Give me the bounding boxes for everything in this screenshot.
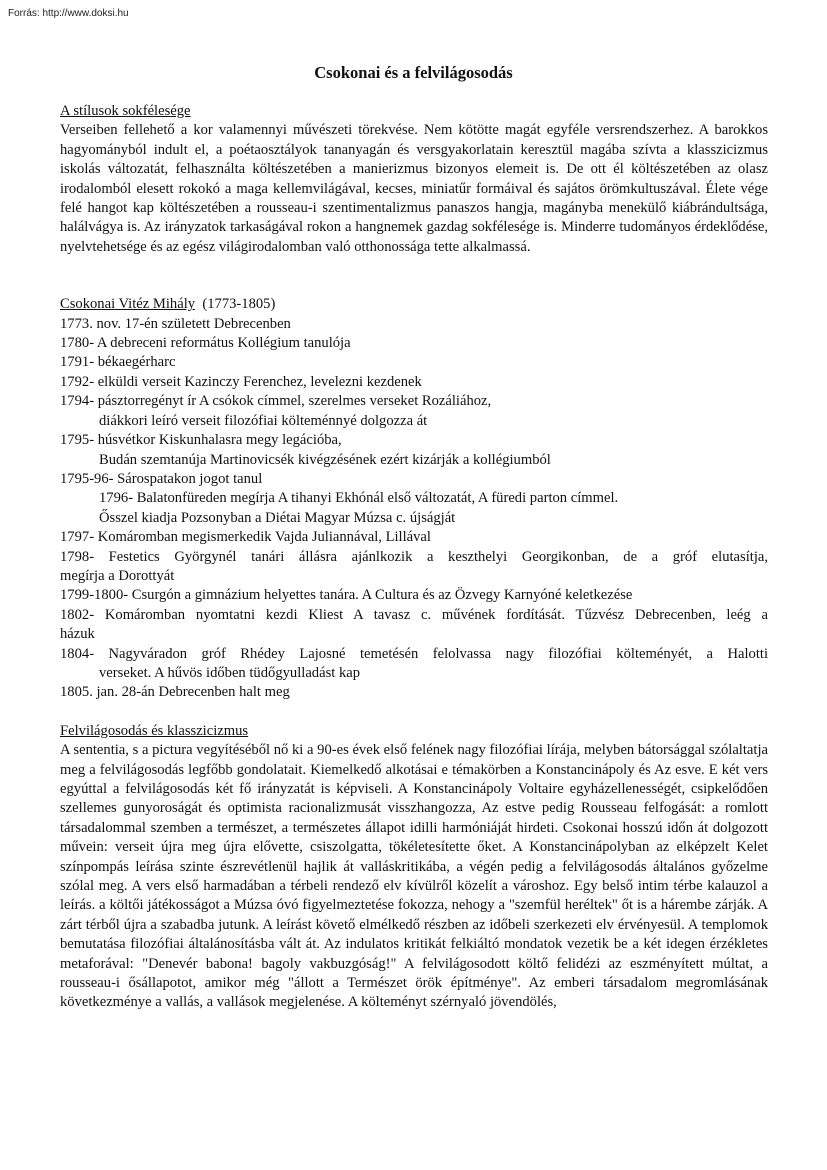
section-heading-biography: Csokonai Vitéz Mihály [60, 296, 196, 313]
section-biography [60, 295, 768, 703]
timeline-line: Budán szemtanúja Martinovicsék kivégzésének ezért kizárják a kollégiumból [99, 451, 551, 468]
section-enlightenment [60, 722, 768, 1013]
timeline-line: verseket. A hűvös időben tüdőgyulladást kap [99, 664, 361, 681]
paragraph-styles: Verseiben fellehető a kor valamennyi művészeti törekvése. Nem kötötte magát egyféle versrendszerhez. A barokkos hagyományból indult el, a poétaosztályok tananyagán és versgyakorlatain keresztül magába szívta a klasszicizmus iskolás változatát, felhasználta költészetében a manierizmus bizonyos elemeit is. De ott él költészetében az olasz irodalomból elesett rokokó a maga kellemvilágával, kecses, miniatűr formáival és sajátos örömkultuszával. Élete vége felé hangot kap költészetében a rousseau-i szentimentalizmus panaszos hangja, magányba menekülő kiábrándultsága, halálvágya is. Az irányzatok tarkaságával rokon a hangnemek gazdag sokfélesége is. Minderre tudományos érdeklődése, nyelvtehetsége és az egész világirodalomban való otthonossága tette alkalmassá. [60, 122, 768, 255]
timeline-line: 1796- Balatonfüreden megírja A tihanyi Ekhónál első változatát, A füredi parton címmel. [99, 490, 619, 507]
section-styles [60, 102, 768, 257]
biography-title-line [60, 295, 768, 314]
timeline-line: 1795-96- Sárospatakon jogot tanul [60, 470, 263, 487]
timeline-line: házuk [60, 626, 95, 643]
timeline-line: diákkori leíró verseit filozófiai költeménnyé dolgozza át [99, 412, 428, 429]
timeline-line: 1797- Komáromban megismerkedik Vajda Juliannával, Lillával [60, 529, 431, 546]
timeline-line: 1804- Nagyváradon gróf Rhédey Lajosné temetésén felolvassa nagy filozófiai költeményét, a Halotti [60, 645, 768, 662]
timeline-line: Ősszel kiadja Pozsonyban a Diétai Magyar Múzsa c. újságját [99, 509, 456, 526]
timeline-line: 1805. jan. 28-án Debrecenben halt meg [60, 684, 290, 701]
timeline-line: 1798- Festetics Györgynél tanári állásra ajánlkozik a keszthelyi Georgikonban, de a gróf elutasítja, [60, 548, 768, 565]
lifespan-years: (1773-1805) [202, 296, 276, 313]
timeline-line: 1795- húsvétkor Kiskunhalasra megy legációba, [60, 432, 342, 449]
paragraph-enlightenment: A sententia, s a pictura vegyítéséből nő ki a 90-es évek első felének nagy filozófiai lírája, melyben bátorsággal szólaltatja meg a felvilágosodás legfőbb gondolatait. Kiemelkedő alkotásai e témakörben a Konstancinápoly és Az esve. E két vers egyúttal a felvilágosodás két fő irányzatát is képviseli. A Konstancinápoly Voltaire egyházellenességét, csipkelődően szellemes gunyoroságát és optimista racionalizmusát visszhangozza, Az estve pedig Rousseau felfogását: a romlott társadalommal szemben a természet, a természetes állapot idilli harmóniáját hirdeti. Csokonai hosszú időn át dolgozott művein: verseit újra meg újra elővette, csiszolgatta, tökéletesítette őket. A Konstancinápolyban az elképzelt Kelet színpompás leírása szinte észrevétlenül hajlik át valláskritikába, a végén pedig a felvilágosodás általános győzelme szólal meg. A vers első harmadában a térbeli rendező elv kívülről közelít a városhoz. Egy belső intim térbe kalauzol a leírás. a költői játékosságot a Múzsa óvó figyelmeztetése fokozza, nehogy a "szemfül heréltek" őt is a hárembe zárják. A zárt térből újra a szabadba jutunk. A leírást követő elmélkedő részben az időbeli szerkezeti elv érvényesül. A templomok bemutatása filozófiai általánosításba vált át. Az indulatos kritikát felkiáltó mondatok vezetik be a két idegen érzékletes metaforával: "Denevér babona! bagoly vakbuzgóság!" A felvilágosodott költő felidézi az eszményített múltat, a rousseau-i ősállapotot, amikor még "állott a Természet örök építménye". Az emberi társadalom megromlásának következménye a vallás, a vallások megjelenése. A költeményt szérnyaló jövendölés, [60, 742, 768, 1011]
timeline-line: megírja a Dorottyát [60, 567, 175, 584]
timeline-line: 1773. nov. 17-én született Debrecenben [60, 315, 291, 332]
timeline-line: 1802- Komáromban nyomtatni kezdi Kliest A tavasz c. művének fordítását. Tűzvész Debrecenben, leég a [60, 606, 768, 623]
page-title: Csokonai és a felvilágosodás [314, 63, 513, 82]
section-heading-styles: A stílusok sokfélesége [60, 103, 191, 119]
timeline-line: 1794- pásztorregényt ír A csókok címmel, szerelmes verseket Rozáliához, [60, 393, 492, 410]
timeline-line: 1791- békaegérharc [60, 354, 176, 371]
timeline-line: 1792- elküldi verseit Kazinczy Ferenchez, levelezni kezdenek [60, 373, 422, 390]
timeline-line: 1780- A debreceni református Kollégium tanulója [60, 335, 351, 352]
section-heading-enlightenment: Felvilágosodás és klasszicizmus [60, 722, 249, 739]
source-note: Forrás: http://www.doksi.hu [8, 8, 129, 19]
timeline-line: 1799-1800- Csurgón a gimnázium helyettes tanára. A Cultura és az Özvegy Karnyóné keletkezése [60, 587, 633, 604]
document-body [60, 102, 768, 1013]
